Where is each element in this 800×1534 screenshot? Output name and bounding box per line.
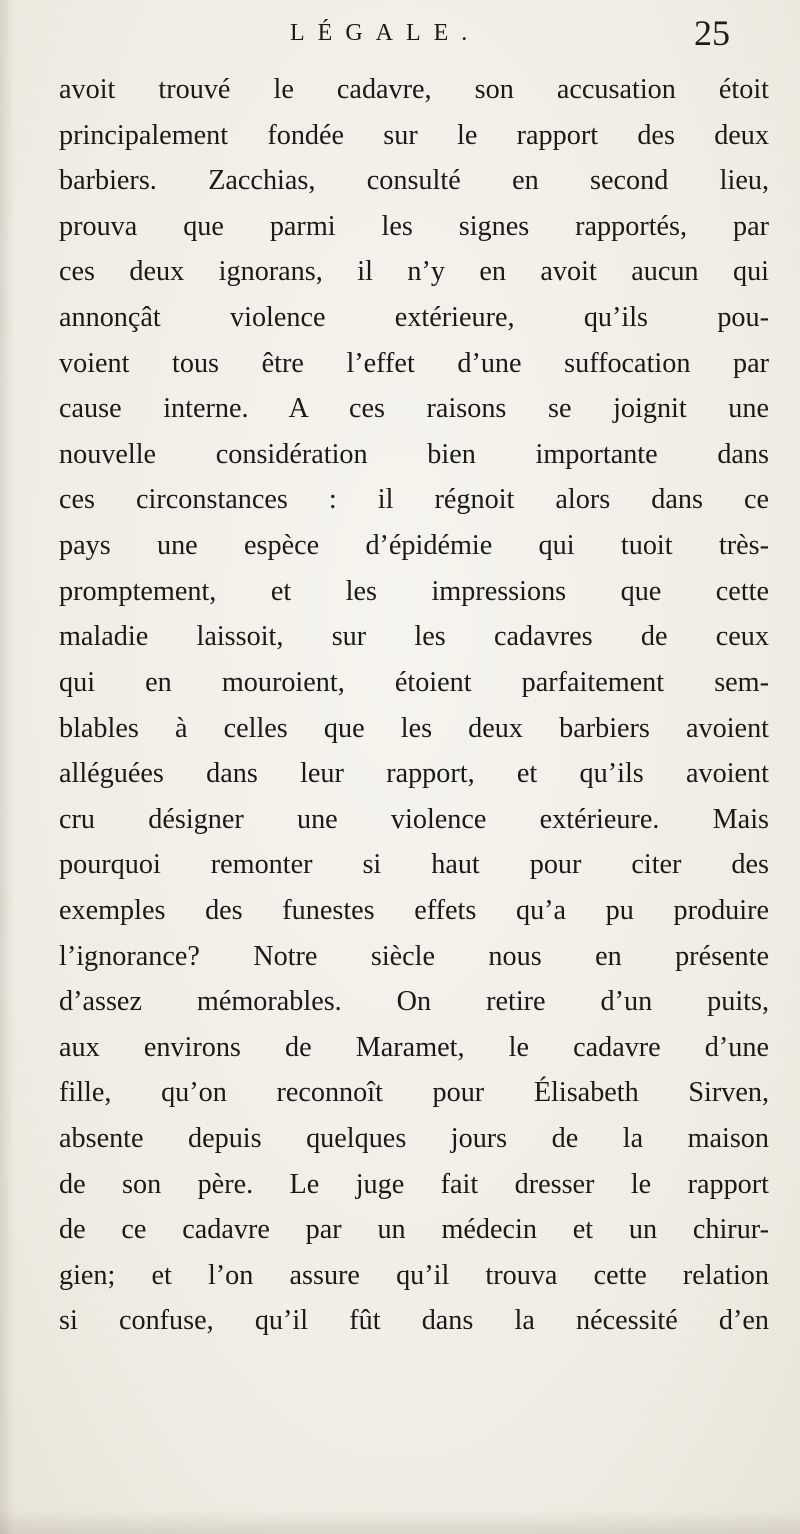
text-line: ces circonstances : il régnoit alors dans ce bbox=[59, 484, 769, 516]
body-text bbox=[59, 67, 769, 1344]
text-line: pourquoi remonter si haut pour citer des bbox=[59, 849, 769, 881]
running-header bbox=[290, 4, 730, 58]
text-line: annonçât violence extérieure, qu’ils pou- bbox=[59, 302, 769, 334]
running-title: LÉGALE. bbox=[290, 20, 481, 46]
text-line: exemples des funestes effets qu’a pu produire bbox=[59, 894, 769, 926]
text-line: l’ignorance? Notre siècle nous en présente bbox=[59, 940, 769, 972]
text-line: ces deux ignorans, il n’y en avoit aucun qui bbox=[59, 256, 769, 288]
text-line: si confuse, qu’il fût dans la nécessité d’en bbox=[59, 1305, 769, 1337]
text-line: voient tous être l’effet d’une suffocation par bbox=[59, 347, 769, 379]
text-line: de ce cadavre par un médecin et un chirur- bbox=[59, 1214, 769, 1246]
page-number: 25 bbox=[694, 13, 730, 53]
text-line: cause interne. A ces raisons se joignit une bbox=[59, 393, 769, 425]
text-line: nouvelle considération bien importante dans bbox=[59, 438, 769, 470]
text-line: maladie laissoit, sur les cadavres de ceux bbox=[59, 621, 769, 653]
text-line: prouva que parmi les signes rapportés, par bbox=[59, 210, 769, 242]
text-line: absente depuis quelques jours de la maison bbox=[59, 1123, 769, 1155]
text-line: aux environs de Maramet, le cadavre d’une bbox=[59, 1031, 769, 1063]
text-line: promptement, et les impressions que cette bbox=[59, 575, 769, 607]
text-line: d’assez mémorables. On retire d’un puits, bbox=[59, 986, 769, 1018]
text-line: barbiers. Zacchias, consulté en second lieu, bbox=[59, 165, 769, 197]
text-line: qui en mouroient, étoient parfaitement sem- bbox=[59, 666, 769, 698]
text-line: gien; et l’on assure qu’il trouva cette relation bbox=[59, 1259, 769, 1291]
text-line: de son père. Le juge fait dresser le rapport bbox=[59, 1168, 769, 1200]
text-line: alléguées dans leur rapport, et qu’ils avoient bbox=[59, 758, 769, 790]
text-line: avoit trouvé le cadavre, son accusation étoit bbox=[59, 74, 769, 105]
page-bottom-shadow bbox=[0, 1510, 800, 1534]
text-line: blables à celles que les deux barbiers avoient bbox=[59, 712, 769, 744]
page-edge-shadow bbox=[0, 0, 14, 1534]
text-line: pays une espèce d’épidémie qui tuoit très- bbox=[59, 530, 769, 562]
text-line: fille, qu’on reconnoît pour Élisabeth Sirven, bbox=[59, 1077, 769, 1109]
text-line: principalement fondée sur le rapport des deux bbox=[59, 119, 769, 151]
text-line: cru désigner une violence extérieure. Mais bbox=[59, 803, 769, 835]
